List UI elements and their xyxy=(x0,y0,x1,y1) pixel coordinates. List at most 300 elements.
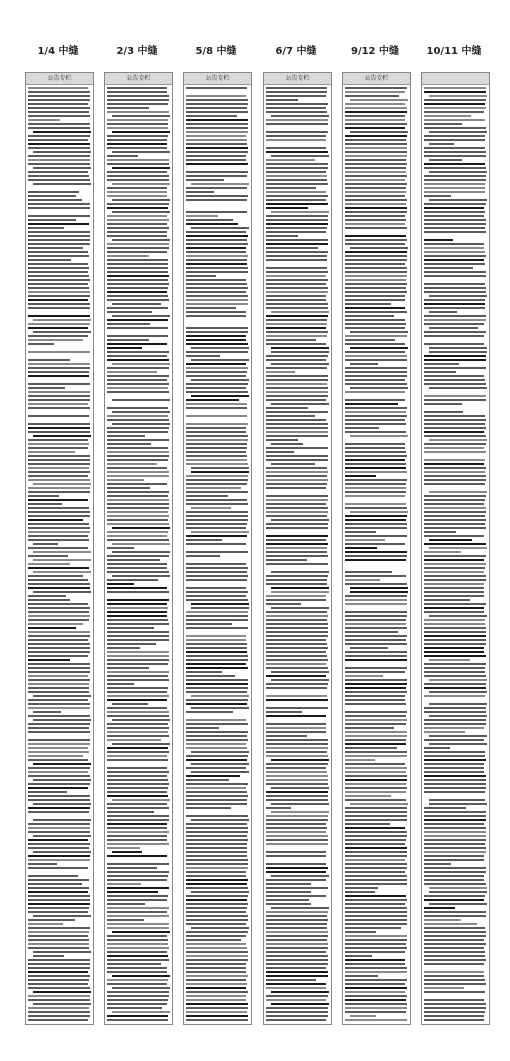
text-line xyxy=(186,423,248,425)
text-line xyxy=(345,143,407,145)
text-line xyxy=(107,591,169,593)
text-line xyxy=(107,523,169,525)
text-line xyxy=(345,487,406,489)
text-line xyxy=(186,995,246,997)
text-line xyxy=(350,511,408,513)
text-line xyxy=(345,327,405,329)
text-line xyxy=(424,287,486,289)
text-line xyxy=(186,327,248,329)
text-line xyxy=(429,95,487,97)
text-line xyxy=(424,307,485,309)
text-line xyxy=(191,395,249,397)
text-line xyxy=(345,223,405,225)
text-line xyxy=(266,943,328,945)
text-line xyxy=(28,703,90,705)
text-line xyxy=(107,759,168,761)
text-line xyxy=(345,367,407,369)
text-line xyxy=(345,235,406,237)
text-line xyxy=(429,439,487,441)
text-line xyxy=(429,803,487,805)
text-line xyxy=(266,871,326,873)
text-line xyxy=(107,795,168,797)
text-line xyxy=(107,847,140,849)
text-line xyxy=(345,711,407,713)
text-line xyxy=(345,543,405,545)
text-line xyxy=(107,355,167,357)
text-line xyxy=(266,535,328,537)
text-line xyxy=(424,175,486,177)
text-line xyxy=(266,747,328,749)
text-line xyxy=(107,351,169,353)
text-line xyxy=(107,119,168,121)
text-line xyxy=(266,235,298,237)
text-line xyxy=(345,595,407,597)
text-line xyxy=(424,251,485,253)
text-line xyxy=(345,267,407,269)
text-line xyxy=(186,591,248,593)
notice-column-6 xyxy=(421,72,490,1025)
text-line xyxy=(345,891,375,893)
text-line xyxy=(186,295,248,297)
text-line xyxy=(186,907,247,909)
text-line xyxy=(186,171,248,173)
text-line xyxy=(271,607,329,609)
text-line xyxy=(266,963,328,965)
text-line xyxy=(345,699,405,701)
text-line xyxy=(107,171,167,173)
text-line xyxy=(345,619,406,621)
text-line xyxy=(28,615,90,617)
text-line xyxy=(107,563,167,565)
text-line xyxy=(107,823,167,825)
text-line xyxy=(33,551,91,553)
text-line xyxy=(266,163,328,165)
text-line xyxy=(33,851,91,853)
text-line xyxy=(28,351,90,353)
text-line xyxy=(266,111,327,113)
text-line xyxy=(186,931,248,933)
text-line xyxy=(424,515,485,517)
text-line xyxy=(266,887,328,889)
text-line xyxy=(266,379,328,381)
text-line xyxy=(107,599,169,601)
text-line xyxy=(186,263,247,265)
text-line xyxy=(28,127,90,129)
text-line xyxy=(266,619,327,621)
text-line xyxy=(424,979,485,981)
text-line xyxy=(424,667,485,669)
text-line xyxy=(424,495,486,497)
text-line xyxy=(266,503,326,505)
text-line xyxy=(28,527,90,529)
text-line xyxy=(266,683,328,685)
text-line xyxy=(107,515,169,517)
text-line xyxy=(186,871,246,873)
text-line xyxy=(28,743,90,745)
text-line xyxy=(107,811,154,813)
text-line xyxy=(107,503,169,505)
text-line xyxy=(266,659,328,661)
text-line xyxy=(107,415,168,417)
text-line xyxy=(266,287,328,289)
text-line xyxy=(350,131,408,133)
text-line xyxy=(345,491,406,493)
text-line xyxy=(191,763,249,765)
text-line xyxy=(266,407,308,409)
text-line xyxy=(28,371,89,373)
text-line xyxy=(424,115,471,117)
text-line xyxy=(107,951,167,953)
text-line xyxy=(28,123,90,125)
text-line xyxy=(424,323,484,325)
text-line xyxy=(107,907,169,909)
text-line xyxy=(271,991,329,993)
text-line xyxy=(28,1019,88,1021)
column-title-5: 9/12 中缝 xyxy=(350,46,399,57)
text-line xyxy=(186,231,246,233)
text-line xyxy=(28,191,79,193)
text-line xyxy=(107,87,167,89)
text-line xyxy=(33,131,91,133)
text-line xyxy=(345,427,379,429)
text-line xyxy=(107,659,169,661)
text-line xyxy=(107,803,167,805)
text-line xyxy=(266,807,291,809)
text-line xyxy=(266,215,328,217)
column-text-block xyxy=(28,87,91,1022)
text-line xyxy=(424,707,486,709)
text-line xyxy=(345,847,407,849)
text-line xyxy=(191,927,249,929)
text-line xyxy=(107,467,167,469)
text-line xyxy=(112,575,170,577)
text-line xyxy=(28,403,88,405)
text-line xyxy=(345,531,376,533)
text-line xyxy=(266,207,308,209)
text-line xyxy=(28,1007,89,1009)
text-line xyxy=(345,959,405,961)
text-line xyxy=(186,935,246,937)
text-line xyxy=(424,91,486,93)
text-line xyxy=(107,435,145,437)
text-line xyxy=(424,1007,486,1009)
text-line xyxy=(186,487,241,489)
text-line xyxy=(107,187,167,189)
text-line xyxy=(345,795,391,797)
text-line xyxy=(107,291,167,293)
text-line xyxy=(186,775,240,777)
text-line xyxy=(271,571,329,573)
text-line xyxy=(33,331,91,333)
text-line xyxy=(424,123,462,125)
text-line xyxy=(266,951,326,953)
text-line xyxy=(28,619,89,621)
text-line xyxy=(424,639,486,641)
text-line xyxy=(186,431,246,433)
text-line xyxy=(266,483,327,485)
text-line xyxy=(345,659,407,661)
text-line xyxy=(186,123,248,125)
text-line xyxy=(28,999,90,1001)
text-line xyxy=(424,467,486,469)
text-line xyxy=(424,315,486,317)
text-line xyxy=(28,919,75,921)
text-line xyxy=(186,955,248,957)
text-line xyxy=(186,151,248,153)
text-line xyxy=(424,447,484,449)
text-line xyxy=(186,147,248,149)
text-line xyxy=(28,391,90,393)
text-line xyxy=(107,531,168,533)
text-line xyxy=(424,459,485,461)
text-line xyxy=(107,603,167,605)
text-line xyxy=(107,107,149,109)
text-line xyxy=(424,167,486,169)
text-line xyxy=(186,383,248,385)
text-line xyxy=(107,655,169,657)
text-line xyxy=(424,179,486,181)
text-line xyxy=(424,255,486,257)
text-line xyxy=(345,599,407,601)
text-line xyxy=(345,579,380,581)
text-line xyxy=(266,167,328,169)
text-line xyxy=(345,807,407,809)
text-line xyxy=(345,823,390,825)
text-line xyxy=(28,231,90,233)
text-line xyxy=(28,759,88,761)
text-line xyxy=(424,987,464,989)
text-line xyxy=(33,763,91,765)
text-line xyxy=(424,99,486,101)
text-line xyxy=(28,447,88,449)
text-line xyxy=(424,867,486,869)
text-line xyxy=(266,95,326,97)
text-line xyxy=(107,963,161,965)
text-line xyxy=(424,959,486,961)
text-line xyxy=(429,199,487,201)
text-line xyxy=(186,1015,248,1017)
text-line xyxy=(345,135,407,137)
text-line xyxy=(424,643,486,645)
text-line xyxy=(424,879,484,881)
text-line xyxy=(345,763,405,765)
text-line xyxy=(424,163,485,165)
text-line xyxy=(107,275,169,277)
text-line xyxy=(107,147,167,149)
text-line xyxy=(345,903,405,905)
text-line xyxy=(266,623,328,625)
text-line xyxy=(186,691,247,693)
text-line xyxy=(107,935,167,937)
text-line xyxy=(33,483,91,485)
text-line xyxy=(191,607,249,609)
text-line xyxy=(345,1007,407,1009)
text-line xyxy=(186,723,248,725)
text-line xyxy=(345,955,372,957)
text-line xyxy=(186,103,248,105)
text-line xyxy=(345,423,406,425)
text-line xyxy=(107,727,169,729)
text-line xyxy=(107,511,168,513)
text-line xyxy=(186,883,247,885)
text-line xyxy=(186,755,248,757)
text-line xyxy=(186,635,246,637)
text-line xyxy=(345,371,407,373)
text-line xyxy=(345,227,407,229)
text-line xyxy=(345,839,406,841)
text-line xyxy=(107,347,142,349)
text-line xyxy=(28,1015,90,1017)
text-line xyxy=(424,963,484,965)
text-line xyxy=(107,247,169,249)
text-line xyxy=(266,831,326,833)
text-line xyxy=(28,579,88,581)
text-line xyxy=(186,867,248,869)
text-line xyxy=(266,715,326,717)
text-line xyxy=(33,991,91,993)
text-line xyxy=(266,559,307,561)
text-line xyxy=(266,255,327,257)
text-line xyxy=(28,731,90,733)
text-line xyxy=(424,1019,484,1021)
text-line xyxy=(266,743,328,745)
text-line xyxy=(350,1015,376,1017)
text-line xyxy=(271,519,329,521)
text-line xyxy=(28,295,90,297)
text-line xyxy=(266,971,328,973)
text-line xyxy=(186,99,248,101)
text-line xyxy=(107,243,169,245)
column-header: 公告专栏 xyxy=(105,73,172,85)
text-line xyxy=(350,331,408,333)
text-line xyxy=(107,999,168,1001)
text-line xyxy=(107,443,151,445)
text-line xyxy=(28,847,89,849)
text-line xyxy=(345,727,394,729)
text-line xyxy=(186,479,248,481)
text-line xyxy=(112,167,170,169)
text-line xyxy=(28,427,90,429)
text-line xyxy=(266,827,327,829)
text-line xyxy=(107,567,167,569)
text-line xyxy=(424,291,486,293)
text-line xyxy=(107,615,167,617)
text-line xyxy=(28,431,90,433)
text-line xyxy=(28,279,90,281)
text-line xyxy=(345,919,407,921)
text-line xyxy=(424,243,484,245)
text-line xyxy=(345,679,407,681)
text-line xyxy=(345,1019,407,1021)
text-line xyxy=(107,771,169,773)
text-line xyxy=(424,231,486,233)
text-line xyxy=(28,243,90,245)
text-line xyxy=(107,191,167,193)
text-line xyxy=(345,899,407,901)
text-line xyxy=(186,523,247,525)
text-line xyxy=(191,531,249,533)
text-line xyxy=(186,651,247,653)
text-line xyxy=(186,983,247,985)
text-line xyxy=(350,435,408,437)
text-line xyxy=(266,243,328,245)
text-line xyxy=(266,815,328,817)
text-line xyxy=(186,251,246,253)
text-line xyxy=(186,895,248,897)
text-line xyxy=(345,923,407,925)
text-line xyxy=(266,647,328,649)
text-line xyxy=(266,251,328,253)
text-line xyxy=(107,375,169,377)
text-line xyxy=(424,567,485,569)
text-line xyxy=(186,599,248,601)
text-line xyxy=(345,123,407,125)
text-line xyxy=(112,399,170,401)
text-line xyxy=(424,527,486,529)
text-line xyxy=(107,927,169,929)
text-line xyxy=(424,111,484,113)
text-line xyxy=(186,799,247,801)
text-line xyxy=(266,147,326,149)
text-line xyxy=(424,499,485,501)
text-line xyxy=(107,587,167,589)
text-line xyxy=(186,979,246,981)
text-line xyxy=(107,839,167,841)
text-line xyxy=(345,731,407,733)
text-line xyxy=(266,299,326,301)
text-line xyxy=(107,419,169,421)
text-line xyxy=(345,675,383,677)
text-line xyxy=(266,603,301,605)
text-line xyxy=(345,295,405,297)
text-line xyxy=(107,671,169,673)
text-line xyxy=(112,719,170,721)
text-line xyxy=(424,247,484,249)
text-line xyxy=(424,227,485,229)
text-line xyxy=(424,975,484,977)
text-line xyxy=(191,467,249,469)
text-line xyxy=(266,327,326,329)
text-line xyxy=(424,127,486,129)
text-line xyxy=(186,495,228,497)
text-line xyxy=(33,1003,91,1005)
text-line xyxy=(266,547,327,549)
text-line xyxy=(186,959,248,961)
text-line xyxy=(28,95,90,97)
text-line xyxy=(345,643,407,645)
text-line xyxy=(424,187,485,189)
text-line xyxy=(33,779,91,781)
text-line xyxy=(186,375,246,377)
text-line xyxy=(266,639,326,641)
text-line xyxy=(424,727,484,729)
text-line xyxy=(186,163,248,165)
text-line xyxy=(28,659,70,661)
text-line xyxy=(28,723,90,725)
text-line xyxy=(28,1011,90,1013)
text-line xyxy=(429,327,478,329)
text-line xyxy=(28,843,90,845)
text-line xyxy=(424,335,484,337)
text-line xyxy=(266,87,327,89)
text-line xyxy=(107,979,168,981)
text-line xyxy=(345,311,407,313)
text-line xyxy=(345,215,405,217)
text-line xyxy=(186,455,247,457)
text-line xyxy=(191,471,249,473)
text-line xyxy=(28,255,89,257)
text-line xyxy=(424,671,485,673)
